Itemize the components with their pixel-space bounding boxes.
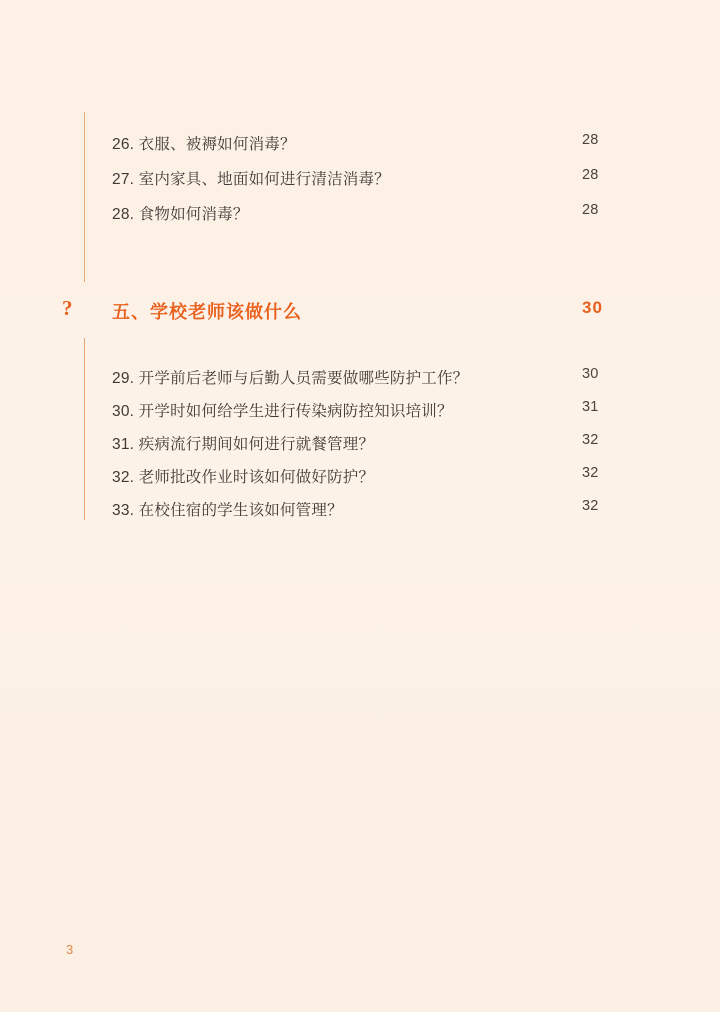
- toc-section-title: 五、学校老师该做什么: [112, 302, 302, 322]
- toc-entry-title: 衣服、被褥如何消毒？: [138, 136, 296, 153]
- toc-entry-index: 33.: [112, 502, 135, 519]
- toc-entry-page: 28: [582, 202, 599, 218]
- toc-entry-index: 26.: [112, 136, 135, 153]
- toc-entry-index: 32.: [112, 469, 135, 486]
- toc-entry[interactable]: [112, 132, 612, 156]
- toc-entry-title: 在校住宿的学生该如何管理？: [138, 502, 343, 519]
- toc-entry-index: 31.: [112, 436, 135, 453]
- left-rule-bottom: [84, 338, 85, 520]
- toc-entry-page: 32: [582, 465, 599, 481]
- toc-entry-label: [112, 465, 374, 487]
- toc-entry[interactable]: [112, 465, 612, 489]
- toc-entry[interactable]: [112, 498, 612, 522]
- toc-entry-label: [112, 498, 343, 520]
- toc-entry-label: [112, 432, 374, 454]
- toc-entry-index: 27.: [112, 171, 135, 188]
- toc-entry-title: 老师批改作业时该如何做好防护？: [138, 469, 375, 486]
- toc-entry-title: 开学时如何给学生进行传染病防控知识培训？: [138, 403, 453, 420]
- toc-entry-index: 30.: [112, 403, 135, 420]
- toc-entry[interactable]: [112, 167, 612, 191]
- toc-entry-label: [112, 399, 453, 421]
- toc-section-page: 30: [582, 298, 603, 317]
- left-rule-top: [84, 112, 85, 282]
- toc-entry-page: 28: [582, 132, 599, 148]
- toc-entry[interactable]: [112, 202, 612, 226]
- question-mark-icon: ?: [62, 296, 73, 320]
- toc-entry-index: 28.: [112, 206, 135, 223]
- toc-entry-title: 开学前后老师与后勤人员需要做哪些防护工作？: [138, 370, 469, 387]
- toc-entry-label: [112, 167, 390, 189]
- toc-entry-title: 疾病流行期间如何进行就餐管理？: [138, 436, 375, 453]
- toc-section-heading[interactable]: [112, 298, 612, 324]
- toc-entry-title: 室内家具、地面如何进行清洁消毒？: [138, 171, 390, 188]
- page-number: 3: [66, 942, 74, 957]
- toc-entry-label: [112, 366, 468, 388]
- toc-entry-page: 32: [582, 432, 599, 448]
- toc-entry-page: 28: [582, 167, 599, 183]
- toc-entry[interactable]: [112, 432, 612, 456]
- toc-entry[interactable]: [112, 366, 612, 390]
- toc-entry[interactable]: [112, 399, 612, 423]
- toc-entry-page: 31: [582, 399, 599, 415]
- toc-entry-label: [112, 132, 296, 154]
- toc-entry-index: 29.: [112, 370, 135, 387]
- toc-entry-page: 32: [582, 498, 599, 514]
- toc-entry-page: 30: [582, 366, 599, 382]
- toc-entry-title: 食物如何消毒？: [138, 206, 249, 223]
- toc-entry-label: [112, 202, 249, 224]
